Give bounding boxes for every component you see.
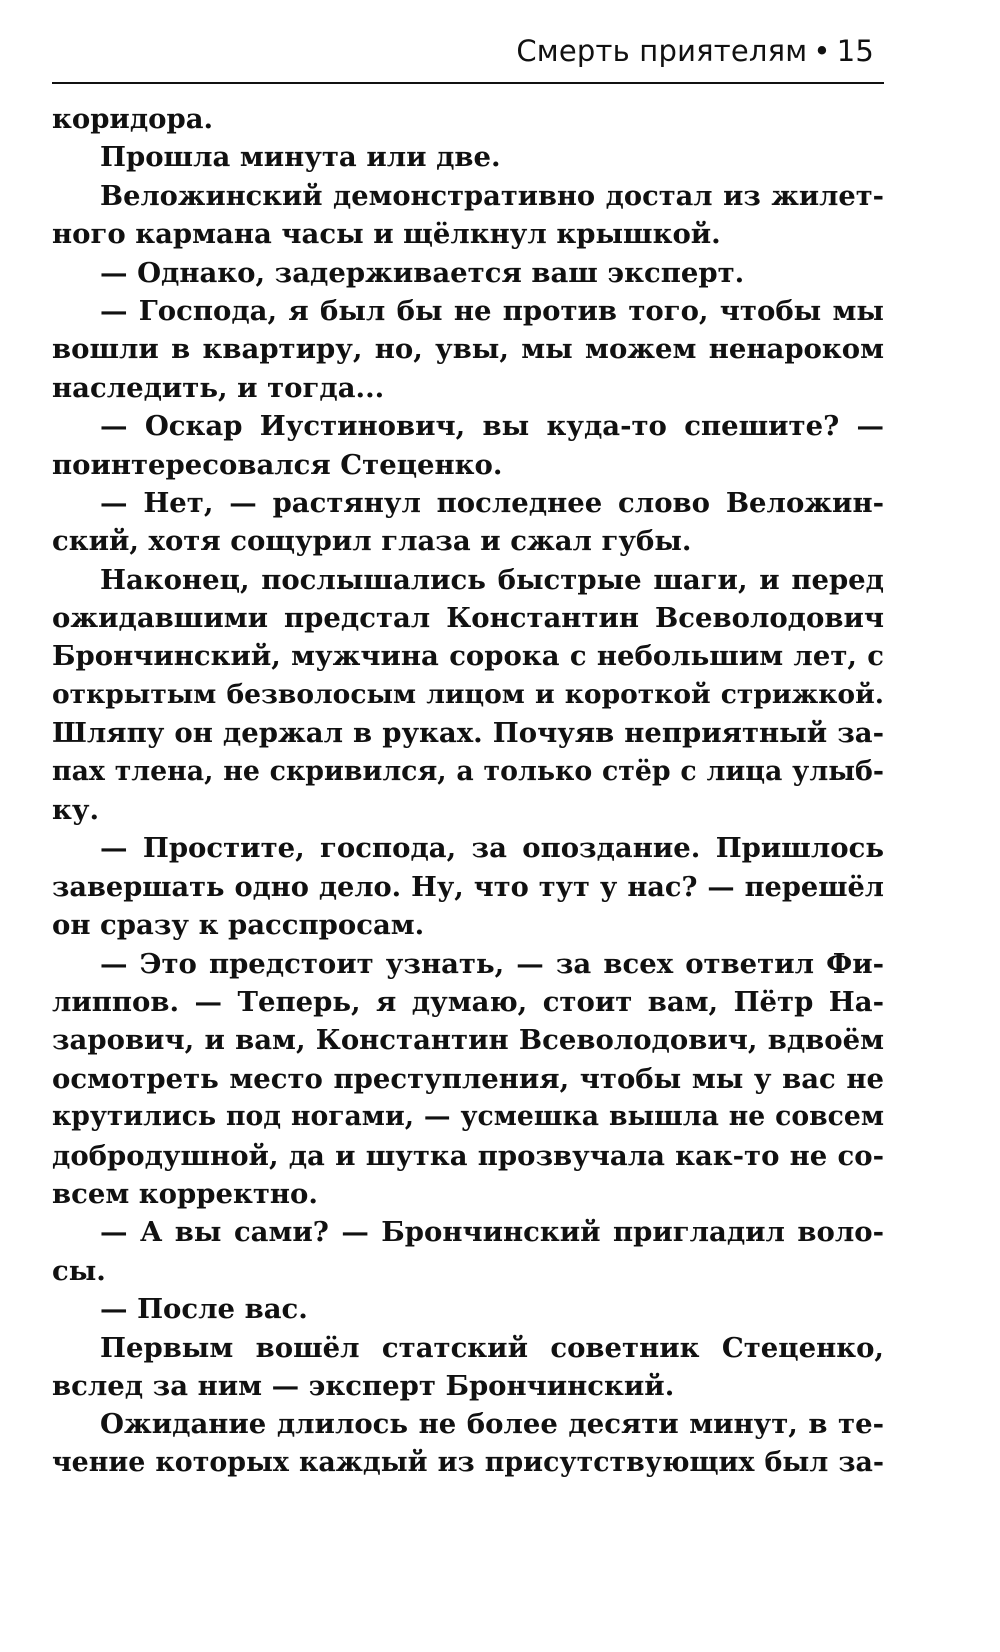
running-header (52, 22, 882, 74)
text-line: осмотреть место преступления, чтобы мы у вас не (52, 1062, 884, 1095)
text-line: ку. (52, 794, 100, 827)
text-line: коридора. (52, 103, 214, 135)
text-line: пах тлена, не скривился, а только стёр с лица улыб- (52, 755, 884, 787)
text-line: Первым вошёл статский советник Стеценко, (100, 1331, 884, 1364)
text-line: наследить, и тогда... (52, 371, 385, 404)
text-line: Шляпу он держал в руках. Почуяв неприятный за- (52, 717, 884, 750)
text-line: — Оскар Иустинович, вы куда-то спешите? — (100, 410, 884, 443)
text-line: Веложинский демонстративно достал из жилет- (100, 179, 884, 212)
book-title: Смерть приятелям (516, 34, 808, 68)
text-line: Прошла минута или две. (100, 141, 501, 174)
text-line: — Нет, — растянул последнее слово Веложин- (100, 486, 884, 519)
text-line: Брончинский, мужчина сорока с небольшим лет, с (52, 640, 884, 673)
text-line: сы. (52, 1254, 106, 1287)
text-line: — Это предстоит узнать, — за всех ответил Фи- (100, 947, 884, 980)
text-line: — Господа, я был бы не против того, чтобы мы (100, 294, 884, 327)
text-line: Ожидание длилось не более десяти минут, в те- (100, 1408, 884, 1441)
running-header-title (516, 34, 874, 68)
text-line: вслед за ним — эксперт Брончинский. (52, 1369, 675, 1402)
header-rule (52, 82, 884, 84)
text-line: липпов. — Теперь, я думаю, стоит вам, Пётр На- (52, 985, 884, 1018)
text-line: Наконец, послышались быстрые шаги, и перед (100, 563, 884, 596)
text-line: — После вас. (100, 1293, 308, 1326)
text-line: добродушной, да и шутка прозвучала как-то не со- (52, 1139, 884, 1172)
text-line: ский, хотя сощурил глаза и сжал губы. (52, 525, 692, 558)
text-line: ного кармана часы и щёлкнул крышкой. (52, 218, 721, 251)
text-line: открытым безволосым лицом и короткой стрижкой. (52, 678, 884, 710)
text-line: он сразу к расспросам. (52, 909, 425, 942)
text-line: поинтересовался Стеценко. (52, 448, 503, 481)
text-line: — А вы сами? — Брончинский пригладил воло- (100, 1216, 884, 1249)
text-line: — Однако, задерживается ваш эксперт. (100, 256, 745, 289)
header-separator: • (813, 34, 831, 68)
text-line: крутились под ногами, — усмешка вышла не совсем (52, 1101, 884, 1133)
text-line: завершать одно дело. Ну, что тут у нас? — перешёл (52, 870, 884, 903)
text-line: — Простите, господа, за опоздание. Пришлось (100, 832, 884, 865)
text-line: всем корректно. (52, 1177, 318, 1210)
text-line: зарович, и вам, Константин Всеволодович, вдвоём (52, 1024, 884, 1057)
page-number: 15 (836, 34, 874, 68)
text-line: чение которых каждый из присутствующих был за- (52, 1446, 884, 1478)
page-body-text (52, 100, 884, 1482)
text-line: вошли в квартиру, но, увы, мы можем ненароком (52, 333, 884, 366)
text-line: ожидавшими предстал Константин Всеволодович (52, 602, 884, 635)
